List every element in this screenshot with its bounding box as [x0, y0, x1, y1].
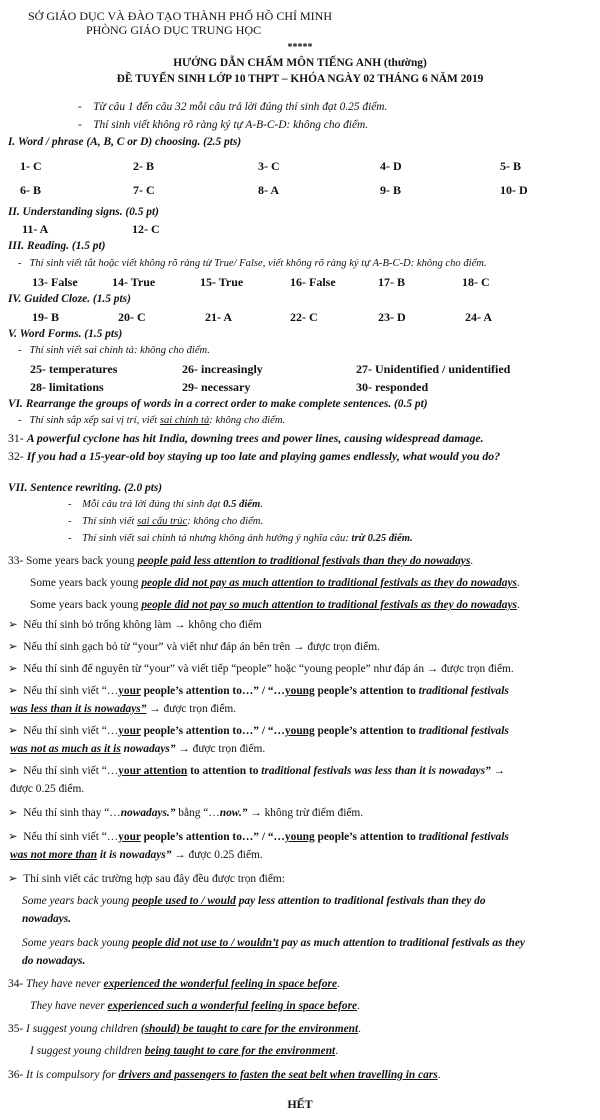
section-6-heading: VI. Rearrange the groups of words in a correct order to make complete sentences. (0.5 pt)	[8, 398, 428, 410]
answer-34-line-1: 34- They have never experienced the wonderful feeling in space before.	[8, 978, 340, 990]
section-4-heading: IV. Guided Cloze. (1.5 pts)	[8, 293, 131, 305]
bullet-item: ➢ Nếu thí sinh viết “…your people’s attention to…” / “…young people’s attention to traditional festivals	[8, 725, 509, 737]
intro-note-2: - Thí sinh viết không rõ ràng ký tự A-B-C-D: không cho điểm.	[78, 119, 369, 131]
bullet-continuation: was less than it is nowadays” → được trọn điểm.	[10, 703, 237, 715]
answer-33-line-1: 33- Some years back young people paid less attention to traditional festivals than they do nowadays.	[8, 555, 474, 567]
answer-item: 28- limitations	[30, 380, 104, 394]
answer-item: 25- temperatures	[30, 362, 118, 376]
intro-note-1: - Từ câu 1 đến câu 32 mỗi câu trả lời đúng thí sinh đạt 0.25 điểm.	[78, 101, 388, 113]
answer-item: 19- B	[32, 310, 59, 324]
stars-divider: *****	[287, 42, 313, 53]
answer-32: 32- If you had a 15-year-old boy staying up too late and playing games endlessly, what would you do?	[8, 449, 501, 463]
doc-title: HƯỚNG DẪN CHẤM MÔN TIẾNG ANH (thường)	[173, 57, 427, 69]
answer-item: 12- C	[132, 222, 160, 236]
answer-item: 26- increasingly	[182, 362, 263, 376]
bullet-continuation: was not more than it is nowadays” → được 0.25 điểm.	[10, 849, 263, 861]
bullet-item: ➢ Nếu thí sinh viết “…your attention to attention to traditional festivals was less than it is nowadays” →	[8, 765, 505, 777]
bullet-item: ➢ Nếu thí sinh viết “…your people’s attention to…” / “…young people’s attention to traditional festivals	[8, 685, 509, 697]
answer-item: 15- True	[200, 275, 244, 289]
section-3-note: - Thí sinh viết tắt hoặc viết không rõ ràng từ True/ False, viết không rõ ràng ký tự A-B-C-D: không cho điểm.	[18, 258, 487, 269]
department-name: SỞ GIÁO DỤC VÀ ĐÀO TẠO THÀNH PHỐ HỒ CHÍ MINH	[28, 9, 333, 23]
answer-item: 16- False	[290, 275, 336, 289]
bullet-continuation: was not as much as it is nowadays” → được trọn điểm.	[10, 743, 266, 755]
answer-item: 10- D	[500, 183, 528, 197]
answer-35-line-1: 35- I suggest young children (should) be taught to care for the environment.	[8, 1023, 362, 1035]
answer-item: 6- B	[20, 183, 41, 197]
alt-answer-1: Some years back young people used to / would pay less attention to traditional festivals than they do	[22, 895, 486, 907]
answer-item: 3- C	[258, 159, 280, 173]
answer-item: 8- A	[258, 183, 279, 197]
bullet-item: ➢ Nếu thí sinh bỏ trống không làm → không cho điểm	[8, 619, 262, 631]
bullet-item: ➢ Nếu thí sinh gạch bỏ từ “your” và viết như đáp án bên trên → được trọn điểm.	[8, 641, 380, 653]
answer-31: 31- A powerful cyclone has hit India, downing trees and power lines, causing widespread damage.	[8, 431, 484, 445]
answer-item: 18- C	[462, 275, 490, 289]
answer-item: 5- B	[500, 159, 521, 173]
answer-item: 20- C	[118, 310, 146, 324]
answer-33-line-2: Some years back young people did not pay as much attention to traditional festivals as they do nowadays.	[30, 577, 520, 589]
section-1-heading: I. Word / phrase (A, B, C or D) choosing. (2.5 pts)	[8, 136, 242, 148]
bullet-continuation: được 0.25 điểm.	[10, 783, 85, 795]
section-2-heading: II. Understanding signs. (0.5 pt)	[8, 206, 159, 218]
section-7-note-1: - Mỗi câu trả lời đúng thí sinh đạt 0.5 điểm.	[68, 499, 263, 510]
answer-item: 29- necessary	[182, 380, 251, 394]
answer-item: 23- D	[378, 310, 406, 324]
section-5-note: - Thí sinh viết sai chính tả: không cho điểm.	[18, 345, 210, 356]
answer-item: 27- Unidentified / unidentified	[356, 362, 511, 376]
alt-answer-1-cont: nowadays.	[22, 913, 72, 925]
section-7-heading: VII. Sentence rewriting. (2.0 pts)	[8, 482, 163, 494]
bullet-item: ➢ Nếu thí sinh viết “…your people’s attention to…” / “…young people’s attention to traditional festivals	[8, 831, 509, 843]
answer-item: 13- False	[32, 275, 78, 289]
section-7-note-2: - Thí sinh viết sai cấu trúc: không cho điểm.	[68, 516, 264, 527]
answer-item: 14- True	[112, 275, 156, 289]
bullet-item: ➢ Nếu thí sinh thay “…nowadays.” bằng “…now.” → không trừ điểm điểm.	[8, 807, 364, 819]
answer-item: 21- A	[205, 310, 232, 324]
answer-item: 4- D	[380, 159, 402, 173]
alt-answer-2: Some years back young people did not use to / wouldn’t pay as much attention to traditional festivals as they	[22, 937, 525, 949]
answer-item: 2- B	[133, 159, 154, 173]
alt-answer-2-cont: do nowadays.	[22, 955, 86, 967]
section-3-heading: III. Reading. (1.5 pt)	[8, 240, 106, 252]
office-name: PHÒNG GIÁO DỤC TRUNG HỌC	[86, 23, 262, 37]
answer-item: 22- C	[290, 310, 318, 324]
section-7-note-3: - Thí sinh viết sai chính tả nhưng không ảnh hưởng ý nghĩa câu: trừ 0.25 điểm.	[68, 533, 413, 544]
section-6-note: - Thí sinh sắp xếp sai vị trí, viết sai chính tả: không cho điểm.	[18, 415, 286, 426]
answer-item: 30- responded	[356, 380, 429, 394]
answer-item: 1- C	[20, 159, 42, 173]
answer-item: 24- A	[465, 310, 492, 324]
section-5-heading: V. Word Forms. (1.5 pts)	[8, 328, 123, 340]
end-marker: HẾT	[287, 1097, 313, 1111]
answer-36: 36- It is compulsory for drivers and passengers to fasten the seat belt when travelling in cars.	[8, 1069, 441, 1081]
answer-item: 9- B	[380, 183, 401, 197]
answer-33-line-3: Some years back young people did not pay so much attention to traditional festivals as they do nowadays.	[30, 599, 520, 611]
answer-item: 11- A	[22, 222, 49, 236]
answer-34-line-2: They have never experienced such a wonderful feeling in space before.	[30, 1000, 360, 1012]
answer-item: 17- B	[378, 275, 405, 289]
answer-35-line-2: I suggest young children being taught to care for the environment.	[30, 1045, 339, 1057]
doc-subtitle: ĐỀ TUYỂN SINH LỚP 10 THPT – KHÓA NGÀY 02 THÁNG 6 NĂM 2019	[116, 73, 484, 85]
answer-item: 7- C	[133, 183, 155, 197]
bullet-item: ➢ Thí sinh viết các trường hợp sau đây đều được trọn điểm:	[8, 873, 285, 885]
bullet-item: ➢ Nếu thí sinh để nguyên từ “your” và viết tiếp “people” hoặc “young people” như đáp án → được trọn điểm.	[8, 663, 514, 675]
